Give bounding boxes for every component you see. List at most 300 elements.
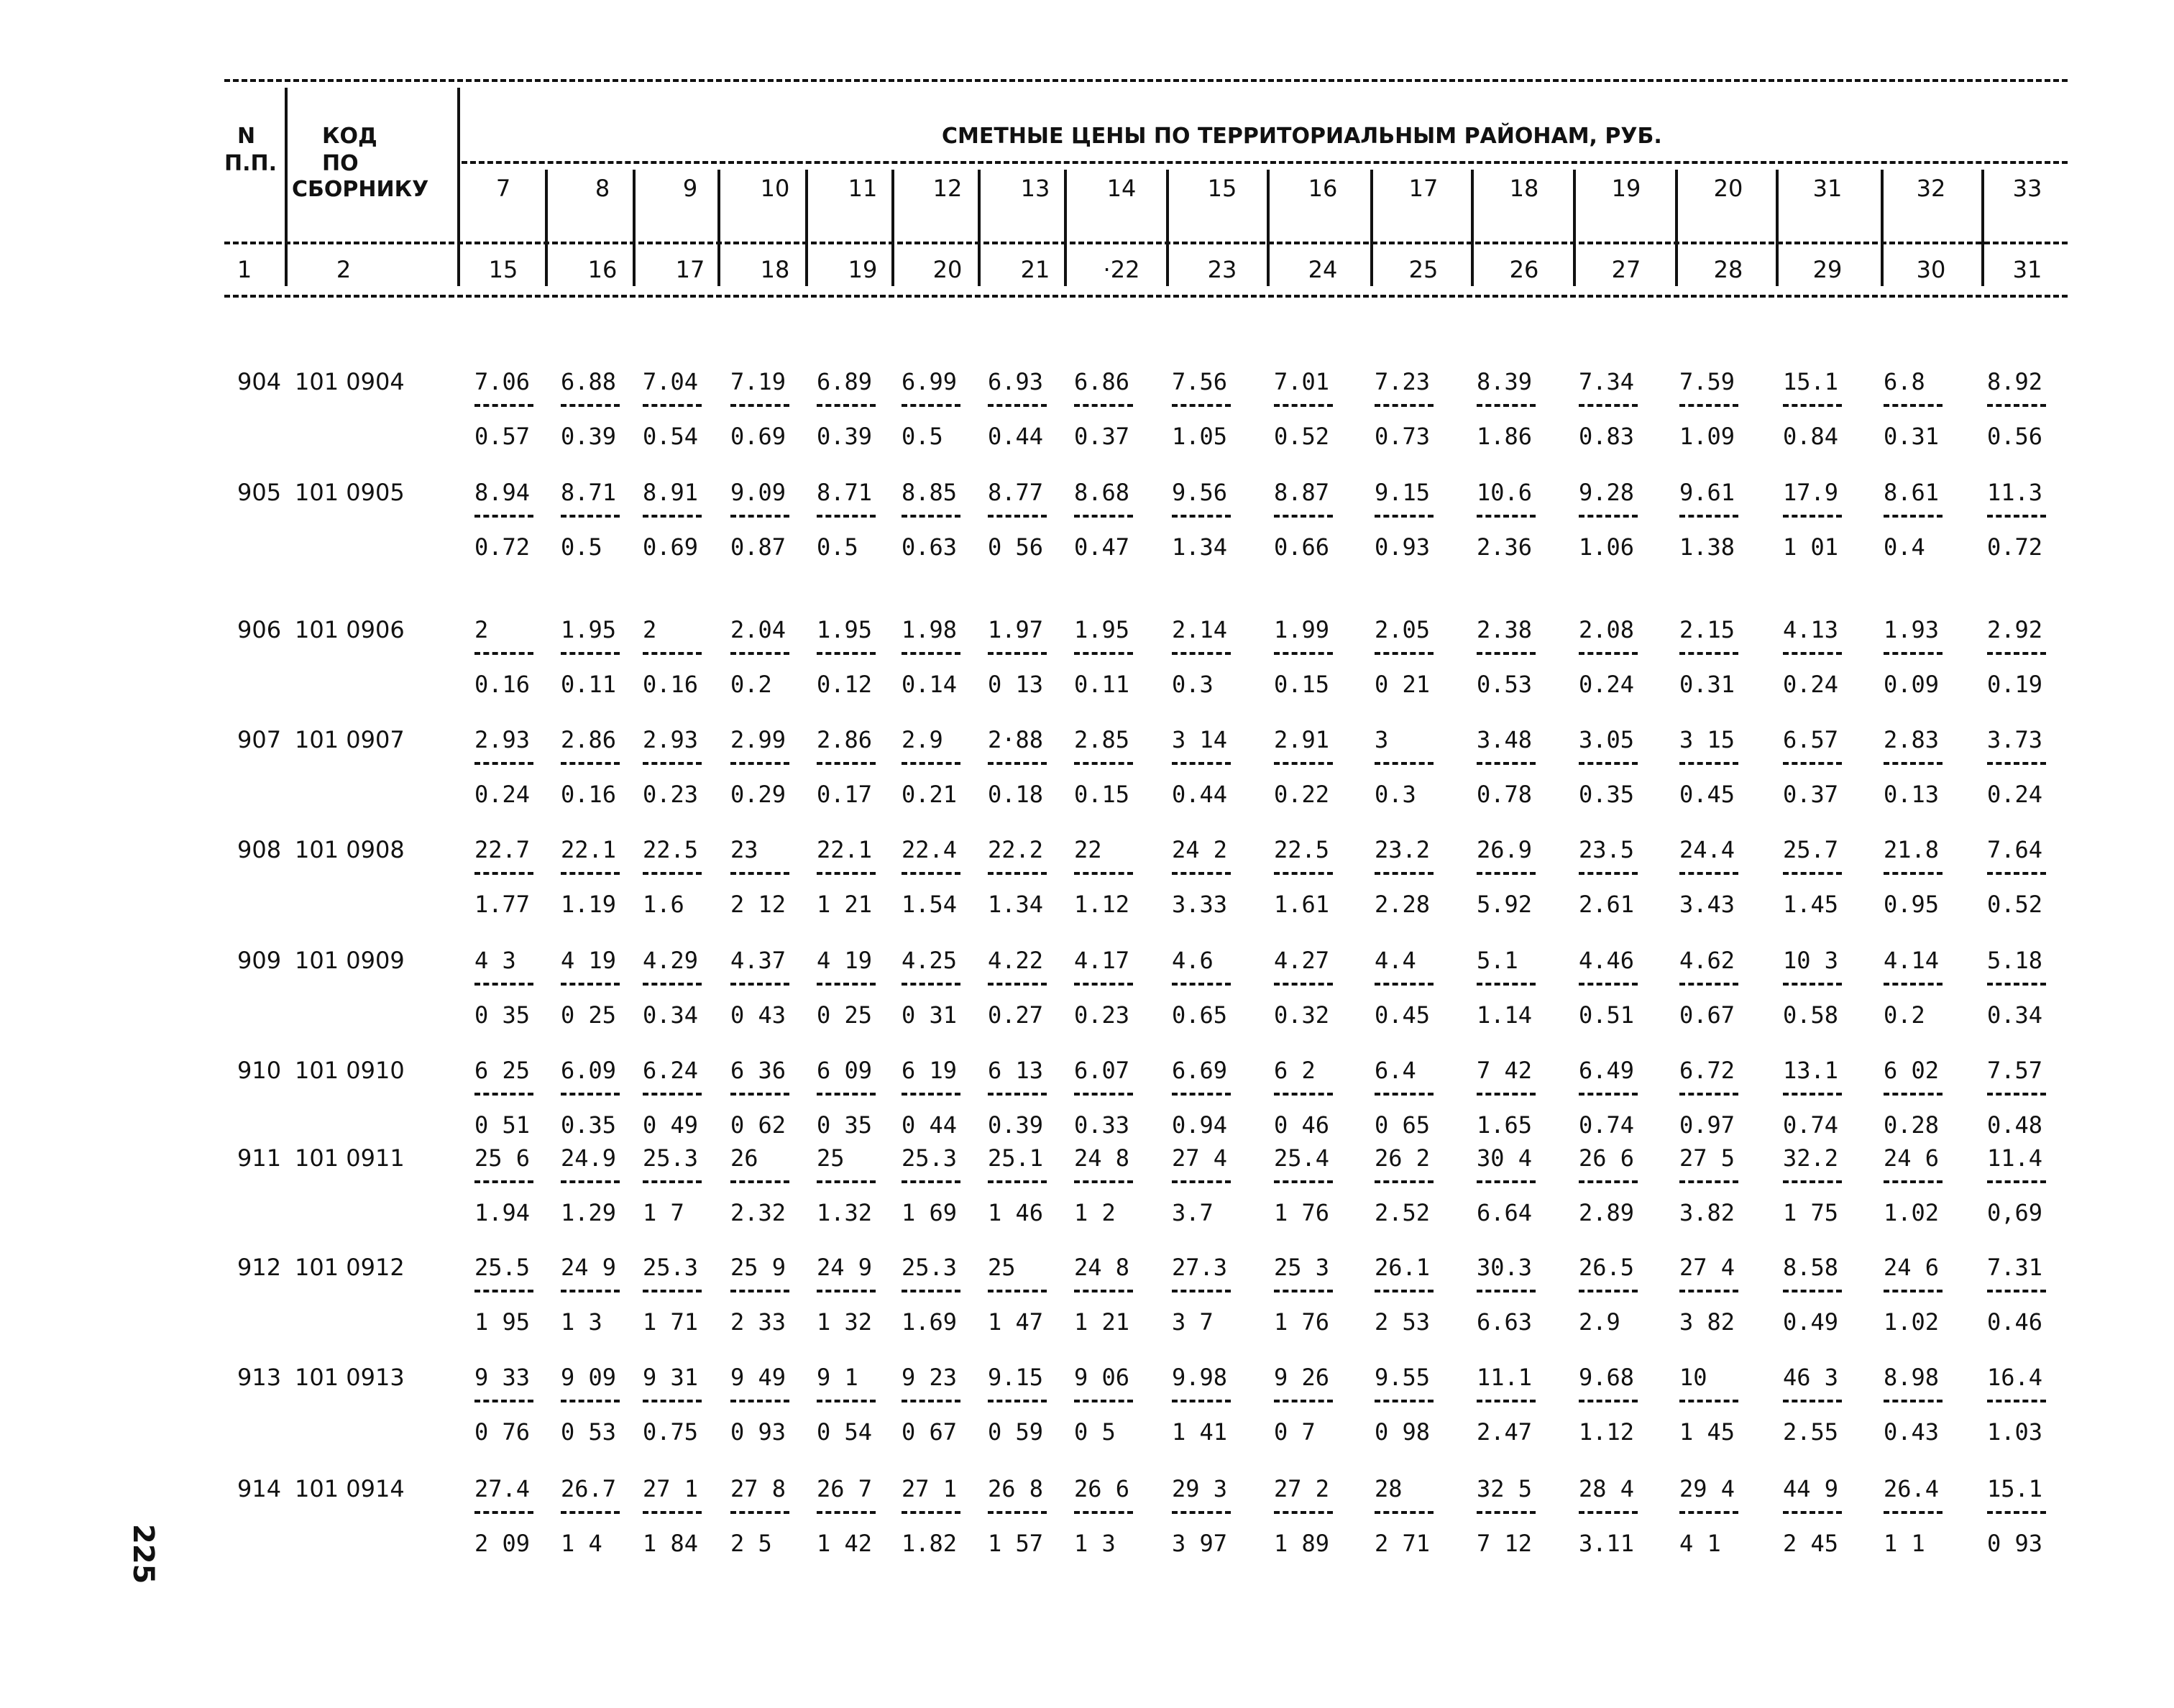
price-total: 9.68 <box>1579 1364 1635 1391</box>
price-wage: 0 25 <box>561 1001 617 1029</box>
fraction-dash <box>1679 1093 1738 1096</box>
price-total: 22 <box>1074 836 1102 863</box>
fraction-dash <box>1987 1511 2046 1514</box>
fraction-dash <box>643 1180 702 1183</box>
fraction-dash <box>1884 404 1943 407</box>
price-total: 4 3 <box>474 947 516 974</box>
price-total: 2.93 <box>474 726 531 753</box>
price-wage: 0.58 <box>1783 1001 1839 1029</box>
price-total: 7.06 <box>474 368 531 395</box>
price-total: 2.05 <box>1375 616 1431 643</box>
price-total: 8.71 <box>561 479 617 506</box>
column-number: 25 <box>1408 256 1439 283</box>
header-sbornik-label: СБОРНИКУ <box>292 177 429 202</box>
price-wage: 0.46 <box>1987 1308 2043 1336</box>
price-total: 4.25 <box>902 947 958 974</box>
fraction-dash <box>1884 1093 1943 1096</box>
price-total: 8.87 <box>1274 479 1330 506</box>
price-wage: 0.14 <box>902 671 958 698</box>
price-wage: 0.5 <box>902 423 943 450</box>
price-wage: 0.39 <box>817 423 873 450</box>
fraction-dash <box>561 404 620 407</box>
price-wage: 0.4 <box>1884 533 1925 561</box>
price-total: 2 <box>474 616 489 643</box>
price-total: 25.7 <box>1783 836 1839 863</box>
price-total: 27.3 <box>1172 1254 1228 1281</box>
fraction-dash <box>817 983 876 986</box>
price-total: 4.13 <box>1783 616 1839 643</box>
price-total: 4.4 <box>1375 947 1416 974</box>
price-wage: 0.94 <box>1172 1111 1228 1139</box>
price-wage: 1 69 <box>902 1199 958 1226</box>
price-wage: 0.31 <box>1884 423 1940 450</box>
header-top-rule <box>224 79 2068 82</box>
price-total: 24.4 <box>1679 836 1735 863</box>
fraction-dash <box>1375 983 1434 986</box>
price-total: 2.85 <box>1074 726 1130 753</box>
fraction-dash <box>988 652 1047 655</box>
price-wage: 5.92 <box>1477 891 1533 918</box>
price-wage: 0.51 <box>1579 1001 1635 1029</box>
price-wage: 1 2 <box>1074 1199 1116 1226</box>
price-wage: 0.45 <box>1679 781 1735 808</box>
price-total: 3 <box>1375 726 1389 753</box>
price-total: 25 <box>817 1144 845 1172</box>
price-wage: 6.64 <box>1477 1199 1533 1226</box>
fraction-dash <box>730 652 789 655</box>
fraction-dash <box>817 1290 876 1293</box>
fraction-dash <box>988 515 1047 518</box>
price-wage: 0.87 <box>730 533 786 561</box>
price-wage: 2 45 <box>1783 1530 1839 1557</box>
fraction-dash <box>902 652 960 655</box>
price-total: 8.91 <box>643 479 699 506</box>
price-wage: 1.61 <box>1274 891 1330 918</box>
price-total: 2.93 <box>643 726 699 753</box>
price-wage: 0.67 <box>1679 1001 1735 1029</box>
fraction-dash <box>730 1290 789 1293</box>
price-total: 26.4 <box>1884 1475 1940 1502</box>
fraction-dash <box>1274 652 1333 655</box>
fraction-dash <box>1375 1093 1434 1096</box>
fraction-dash <box>1679 515 1738 518</box>
price-wage: 0 46 <box>1274 1111 1330 1139</box>
price-wage: 0.12 <box>817 671 873 698</box>
fraction-dash <box>643 1290 702 1293</box>
price-total: 6.93 <box>988 368 1044 395</box>
region-header: 12 <box>932 175 963 202</box>
fraction-dash <box>1884 983 1943 986</box>
fraction-dash <box>1679 1511 1738 1514</box>
price-total: 15.1 <box>1783 368 1839 395</box>
price-total: 6.69 <box>1172 1057 1228 1084</box>
price-wage: 0.09 <box>1884 671 1940 698</box>
price-wage: 0.13 <box>1884 781 1940 808</box>
row-number: 906 <box>237 616 282 643</box>
fraction-dash <box>643 983 702 986</box>
row-number: 911 <box>237 1144 282 1172</box>
price-total: 30 4 <box>1477 1144 1533 1172</box>
price-total: 8.92 <box>1987 368 2043 395</box>
price-total: 7.23 <box>1375 368 1431 395</box>
price-wage: 0.65 <box>1172 1001 1228 1029</box>
fraction-dash <box>1679 1290 1738 1293</box>
price-total: 28 4 <box>1579 1475 1635 1502</box>
row-code: 101 0909 <box>295 947 405 974</box>
price-total: 6.99 <box>902 368 958 395</box>
price-wage: 1.14 <box>1477 1001 1533 1029</box>
fraction-dash <box>643 652 702 655</box>
row-number: 909 <box>237 947 282 974</box>
fraction-dash <box>730 1093 789 1096</box>
fraction-dash <box>1783 762 1842 765</box>
price-total: 25.5 <box>474 1254 531 1281</box>
price-total: 1.95 <box>817 616 873 643</box>
fraction-dash <box>1987 652 2046 655</box>
price-total: 25.3 <box>902 1144 958 1172</box>
column-number: 20 <box>932 256 963 283</box>
price-total: 8.94 <box>474 479 531 506</box>
fraction-dash <box>988 1290 1047 1293</box>
price-total: 3.73 <box>1987 726 2043 753</box>
price-total: 24 9 <box>561 1254 617 1281</box>
price-wage: 1.38 <box>1679 533 1735 561</box>
price-wage: 0.23 <box>1074 1001 1130 1029</box>
price-total: 9.15 <box>988 1364 1044 1391</box>
fraction-dash <box>1477 1511 1536 1514</box>
price-total: 7.64 <box>1987 836 2043 863</box>
fraction-dash <box>474 762 533 765</box>
header-index-n: 1 <box>237 256 252 283</box>
price-wage: 2.32 <box>730 1199 786 1226</box>
price-wage: 0.48 <box>1987 1111 2043 1139</box>
price-total: 6.57 <box>1783 726 1839 753</box>
price-wage: 1 95 <box>474 1308 531 1336</box>
fraction-dash <box>1987 515 2046 518</box>
price-total: 6.72 <box>1679 1057 1735 1084</box>
price-wage: 0.39 <box>988 1111 1044 1139</box>
row-code: 101 0912 <box>295 1254 405 1281</box>
price-total: 1.93 <box>1884 616 1940 643</box>
region-header: 33 <box>2012 175 2042 202</box>
price-wage: 0.57 <box>474 423 531 450</box>
price-wage: 2.9 <box>1579 1308 1620 1336</box>
fraction-dash <box>1884 1511 1943 1514</box>
price-total: 26 <box>730 1144 758 1172</box>
price-total: 4.37 <box>730 947 786 974</box>
fraction-dash <box>902 1511 960 1514</box>
price-total: 26.9 <box>1477 836 1533 863</box>
price-total: 6.86 <box>1074 368 1130 395</box>
price-total: 22.7 <box>474 836 531 863</box>
column-number: 27 <box>1611 256 1641 283</box>
price-wage: 1 45 <box>1679 1418 1735 1446</box>
region-header: 8 <box>595 175 610 202</box>
fraction-dash <box>1477 1093 1536 1096</box>
price-wage: 0.3 <box>1172 671 1214 698</box>
row-number: 907 <box>237 726 282 753</box>
fraction-dash <box>474 1180 533 1183</box>
price-wage: 1 89 <box>1274 1530 1330 1557</box>
header-po-label: ПО <box>322 151 359 176</box>
fraction-dash <box>1987 1093 2046 1096</box>
price-total: 8.85 <box>902 479 958 506</box>
price-total: 3 15 <box>1679 726 1735 753</box>
price-wage: 0.56 <box>1987 423 2043 450</box>
row-code: 101 0907 <box>295 726 405 753</box>
price-wage: 0.17 <box>817 781 873 808</box>
price-total: 6 02 <box>1884 1057 1940 1084</box>
fraction-dash <box>643 872 702 875</box>
price-total: 24 6 <box>1884 1144 1940 1172</box>
region-column-divider <box>1370 170 1373 286</box>
fraction-dash <box>1783 983 1842 986</box>
fraction-dash <box>1884 515 1943 518</box>
price-total: 23 <box>730 836 758 863</box>
price-wage: 0.19 <box>1987 671 2043 698</box>
price-wage: 0.44 <box>1172 781 1228 808</box>
price-wage: 1.77 <box>474 891 531 918</box>
price-total: 30.3 <box>1477 1254 1533 1281</box>
price-wage: 0.69 <box>643 533 699 561</box>
price-total: 27 5 <box>1679 1144 1735 1172</box>
row-code: 101 0904 <box>295 368 405 395</box>
price-wage: 0.44 <box>988 423 1044 450</box>
price-total: 8.77 <box>988 479 1044 506</box>
price-total: 6.88 <box>561 368 617 395</box>
price-total: 22.1 <box>561 836 617 863</box>
price-total: 26 8 <box>988 1475 1044 1502</box>
price-total: 3 14 <box>1172 726 1228 753</box>
fraction-dash <box>561 1290 620 1293</box>
fraction-dash <box>902 515 960 518</box>
fraction-dash <box>643 515 702 518</box>
region-column-divider <box>1675 170 1678 286</box>
price-total: 24 2 <box>1172 836 1228 863</box>
price-total: 4 19 <box>561 947 617 974</box>
price-wage: 1.12 <box>1579 1418 1635 1446</box>
price-total: 25 <box>988 1254 1016 1281</box>
price-wage: 0.49 <box>1783 1308 1839 1336</box>
price-total: 11.4 <box>1987 1144 2043 1172</box>
price-wage: 4 1 <box>1679 1530 1721 1557</box>
price-total: 22.5 <box>643 836 699 863</box>
fraction-dash <box>1074 1511 1133 1514</box>
price-total: 7.59 <box>1679 368 1735 395</box>
price-wage: 0.43 <box>1884 1418 1940 1446</box>
region-header: 31 <box>1812 175 1843 202</box>
price-wage: 3 97 <box>1172 1530 1228 1557</box>
price-wage: 0.74 <box>1579 1111 1635 1139</box>
price-total: 2.86 <box>817 726 873 753</box>
price-total: 24.9 <box>561 1144 617 1172</box>
fraction-dash <box>1274 1511 1333 1514</box>
fraction-dash <box>1579 762 1638 765</box>
row-code: 101 0914 <box>295 1475 405 1502</box>
row-code: 101 0911 <box>295 1144 405 1172</box>
price-total: 26.1 <box>1375 1254 1431 1281</box>
header-index-code: 2 <box>336 256 352 283</box>
price-total: 9.28 <box>1579 479 1635 506</box>
fraction-dash <box>474 1290 533 1293</box>
fraction-dash <box>1477 1290 1536 1293</box>
fraction-dash <box>1172 404 1231 407</box>
price-total: 3.05 <box>1579 726 1635 753</box>
price-wage: 0.45 <box>1375 1001 1431 1029</box>
price-total: 6.24 <box>643 1057 699 1084</box>
price-total: 26 7 <box>817 1475 873 1502</box>
fraction-dash <box>1172 1180 1231 1183</box>
price-wage: 0.32 <box>1274 1001 1330 1029</box>
price-total: 25.3 <box>643 1144 699 1172</box>
price-total: 7.34 <box>1579 368 1635 395</box>
fraction-dash <box>817 762 876 765</box>
price-wage: 0 13 <box>988 671 1044 698</box>
price-total: 24 8 <box>1074 1254 1130 1281</box>
fraction-dash <box>1579 1400 1638 1402</box>
price-total: 22.5 <box>1274 836 1330 863</box>
price-total: 9.09 <box>730 479 786 506</box>
fraction-dash <box>1274 404 1333 407</box>
price-total: 25 6 <box>474 1144 531 1172</box>
fraction-dash <box>474 515 533 518</box>
price-wage: 0 67 <box>902 1418 958 1446</box>
fraction-dash <box>561 762 620 765</box>
price-wage: 1.65 <box>1477 1111 1533 1139</box>
price-wage: 1 7 <box>643 1199 684 1226</box>
price-wage: 0.24 <box>1579 671 1635 698</box>
price-wage: 1 76 <box>1274 1199 1330 1226</box>
price-wage: 0.3 <box>1375 781 1416 808</box>
fraction-dash <box>817 872 876 875</box>
price-wage: 0.37 <box>1783 781 1839 808</box>
fraction-dash <box>730 1400 789 1402</box>
price-total: 25.4 <box>1274 1144 1330 1172</box>
price-total: 27 1 <box>902 1475 958 1502</box>
fraction-dash <box>1172 1511 1231 1514</box>
price-total: 4.22 <box>988 947 1044 974</box>
price-total: 9.55 <box>1375 1364 1431 1391</box>
price-total: 6.8 <box>1884 368 1925 395</box>
fraction-dash <box>1274 1400 1333 1402</box>
price-wage: 0.16 <box>643 671 699 698</box>
fraction-dash <box>1375 1290 1434 1293</box>
price-total: 2.92 <box>1987 616 2043 643</box>
price-wage: 1.6 <box>643 891 684 918</box>
fraction-dash <box>1074 515 1133 518</box>
fraction-dash <box>1074 983 1133 986</box>
fraction-dash <box>1375 872 1434 875</box>
price-total: 8.68 <box>1074 479 1130 506</box>
fraction-dash <box>817 1400 876 1402</box>
price-total: 28 <box>1375 1475 1403 1502</box>
price-wage: 1.69 <box>902 1308 958 1336</box>
price-wage: 0.93 <box>1375 533 1431 561</box>
fraction-dash <box>1884 1400 1943 1402</box>
fraction-dash <box>474 652 533 655</box>
price-total: 2 <box>643 616 657 643</box>
price-total: 16.4 <box>1987 1364 2043 1391</box>
price-wage: 1 1 <box>1884 1530 1925 1557</box>
price-total: 11.3 <box>1987 479 2043 506</box>
fraction-dash <box>730 1180 789 1183</box>
price-wage: 0.35 <box>561 1111 617 1139</box>
fraction-dash <box>1579 1180 1638 1183</box>
price-wage: 1.94 <box>474 1199 531 1226</box>
fraction-dash <box>1274 983 1333 986</box>
price-wage: 0 93 <box>1987 1530 2043 1557</box>
price-total: 25.3 <box>902 1254 958 1281</box>
price-wage: 1 01 <box>1783 533 1839 561</box>
row-code: 101 0908 <box>295 836 405 863</box>
price-wage: 0.34 <box>643 1001 699 1029</box>
price-total: 2.38 <box>1477 616 1533 643</box>
price-wage: 2.61 <box>1579 891 1635 918</box>
region-header: 17 <box>1408 175 1439 202</box>
price-total: 1.98 <box>902 616 958 643</box>
price-total: 24 6 <box>1884 1254 1940 1281</box>
price-total: 9 06 <box>1074 1364 1130 1391</box>
fraction-dash <box>988 1511 1047 1514</box>
price-wage: 0.23 <box>643 781 699 808</box>
price-total: 8.58 <box>1783 1254 1839 1281</box>
fraction-dash <box>1783 872 1842 875</box>
price-total: 9 33 <box>474 1364 531 1391</box>
region-header: 32 <box>1916 175 1946 202</box>
price-total: 9 49 <box>730 1364 786 1391</box>
price-wage: 0.37 <box>1074 423 1130 450</box>
header-title-rule <box>462 161 2068 164</box>
fraction-dash <box>1679 404 1738 407</box>
fraction-dash <box>1679 983 1738 986</box>
fraction-dash <box>1579 652 1638 655</box>
fraction-dash <box>1884 762 1943 765</box>
fraction-dash <box>1987 404 2046 407</box>
price-total: 26.5 <box>1579 1254 1635 1281</box>
price-wage: 0.63 <box>902 533 958 561</box>
price-wage: 0 31 <box>902 1001 958 1029</box>
price-total: 26 6 <box>1579 1144 1635 1172</box>
price-wage: 2 5 <box>730 1530 772 1557</box>
fraction-dash <box>1477 404 1536 407</box>
price-total: 27.4 <box>474 1475 531 1502</box>
fraction-dash <box>988 1400 1047 1402</box>
price-wage: 0.78 <box>1477 781 1533 808</box>
price-total: 8.71 <box>817 479 873 506</box>
price-total: 2.86 <box>561 726 617 753</box>
fraction-dash <box>902 1290 960 1293</box>
fraction-dash <box>1679 1400 1738 1402</box>
fraction-dash <box>817 1511 876 1514</box>
column-number: 24 <box>1308 256 1338 283</box>
price-wage: 1 71 <box>643 1308 699 1336</box>
fraction-dash <box>1172 983 1231 986</box>
column-number: 31 <box>2012 256 2042 283</box>
fraction-dash <box>817 515 876 518</box>
price-total: 6 2 <box>1274 1057 1316 1084</box>
price-wage: 1.05 <box>1172 423 1228 450</box>
price-wage: 1.19 <box>561 891 617 918</box>
price-total: 9 26 <box>1274 1364 1330 1391</box>
fraction-dash <box>1783 404 1842 407</box>
price-total: 24 9 <box>817 1254 873 1281</box>
fraction-dash <box>1884 872 1943 875</box>
fraction-dash <box>988 983 1047 986</box>
fraction-dash <box>1987 983 2046 986</box>
price-wage: 0.16 <box>474 671 531 698</box>
row-number: 905 <box>237 479 282 506</box>
price-wage: 0.53 <box>1477 671 1533 698</box>
